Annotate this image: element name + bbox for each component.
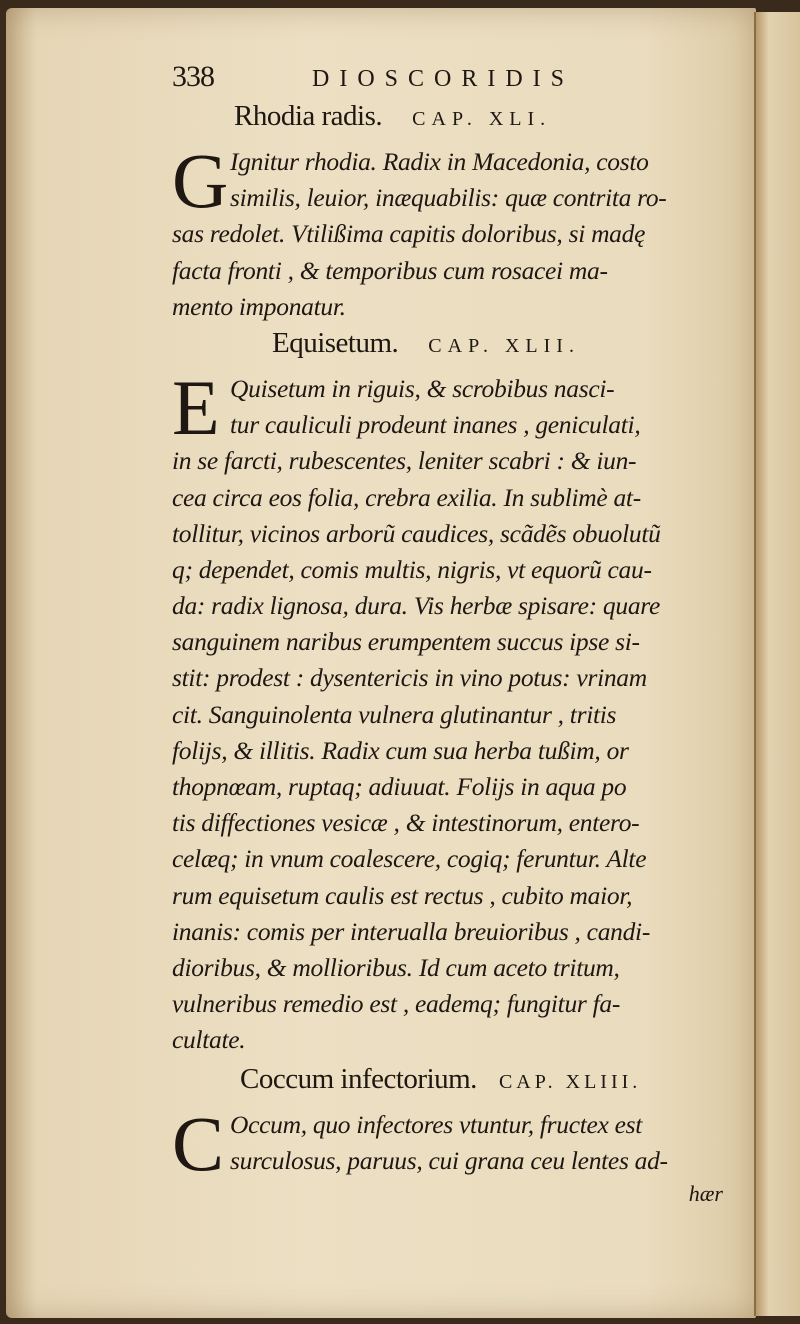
paragraph — [172, 137, 747, 325]
text-line: cea circa eos folia, crebra exilia. In sublimè at- — [172, 482, 641, 512]
text-line: da: radix lignosa, dura. Vis herbæ spisare: quare — [172, 591, 660, 621]
text-line: rum equisetum caulis est rectus , cubito maior, — [172, 880, 633, 910]
paragraph — [172, 1099, 747, 1187]
text-block — [172, 60, 747, 1209]
text-line: stit: prodest : dysentericis in vino potus: vrinam — [172, 663, 647, 693]
drop-capital: G — [172, 137, 229, 224]
text-line: sanguinem naribus erumpentem succus ipse si- — [172, 627, 640, 657]
text-line: facta fronti , & temporibus cum rosacei ma- — [172, 255, 608, 285]
text-line: cit. Sanguinolenta vulnera glutinantur , tritis — [172, 699, 617, 729]
text-line: tis diffectiones vesicæ , & intestinorum, entero- — [172, 808, 640, 838]
running-head: DIOSCORIDIS — [312, 66, 575, 92]
page-header — [172, 60, 747, 100]
text-line: dioribus, & mollioribus. Id cum aceto tritum, — [172, 952, 620, 982]
text-line: surculosus, paruus, cui grana ceu lentes ad- — [230, 1145, 668, 1175]
chapter-number: CAP. XLIII. — [498, 1070, 642, 1093]
text-line: folijs, & illitis. Radix cum sua herba tußim, or — [172, 735, 629, 765]
chapter-number: CAP. XLII. — [428, 334, 580, 357]
text-line: inanis: comis per interualla breuioribus , candi- — [172, 916, 651, 946]
next-page-edge — [754, 12, 800, 1316]
text-line: cultate. — [172, 1025, 246, 1055]
text-line: in se farcti, rubescentes, leniter scabri : & iun- — [172, 446, 637, 476]
text-line: Quisetum in riguis, & scrobibus nasci- — [230, 373, 615, 403]
text-line: q; dependet, comis multis, nigris, vt equorũ cau- — [172, 554, 652, 584]
chapter-title: Rhodia radis. — [234, 100, 383, 132]
chapter-title: Equisetum. — [272, 326, 399, 359]
page-number: 338 — [172, 60, 214, 93]
text-line: sas redolet. Vtilißima capitis doloribus, si madę — [172, 219, 646, 249]
drop-capital: C — [172, 1099, 225, 1187]
text-line: celæq; in vnum coalescere, cogiq; feruntur. Alte — [172, 844, 647, 874]
paragraph — [172, 363, 747, 1059]
chapter-heading — [234, 100, 747, 144]
text-line: tollitur, vicinos arborũ caudices, scãdẽs obuolutũ — [172, 518, 661, 548]
drop-capital: E — [172, 363, 220, 451]
text-line: thopnœam, ruptaq; adiuuat. Folijs in aqua po — [172, 772, 627, 801]
text-line: vulneribus remedio est , eademq; fungitur fa- — [172, 989, 621, 1019]
text-line: Ignitur rhodia. Radix in Macedonia, costo — [230, 147, 649, 176]
chapter-title: Coccum infectorium. — [240, 1062, 477, 1095]
text-line: similis, leuior, inæquabilis: quæ contrita ro- — [230, 183, 667, 213]
text-line: Occum, quo infectores vtuntur, fructex est — [230, 1109, 643, 1139]
text-line: tur cauliculi prodeunt inanes , geniculati, — [230, 410, 641, 440]
catchword: hær — [688, 1180, 723, 1206]
text-line: mento imponatur. — [172, 291, 346, 321]
chapter-number: CAP. XLI. — [412, 108, 552, 130]
chapter-heading — [240, 1063, 747, 1107]
chapter-heading — [272, 327, 747, 371]
